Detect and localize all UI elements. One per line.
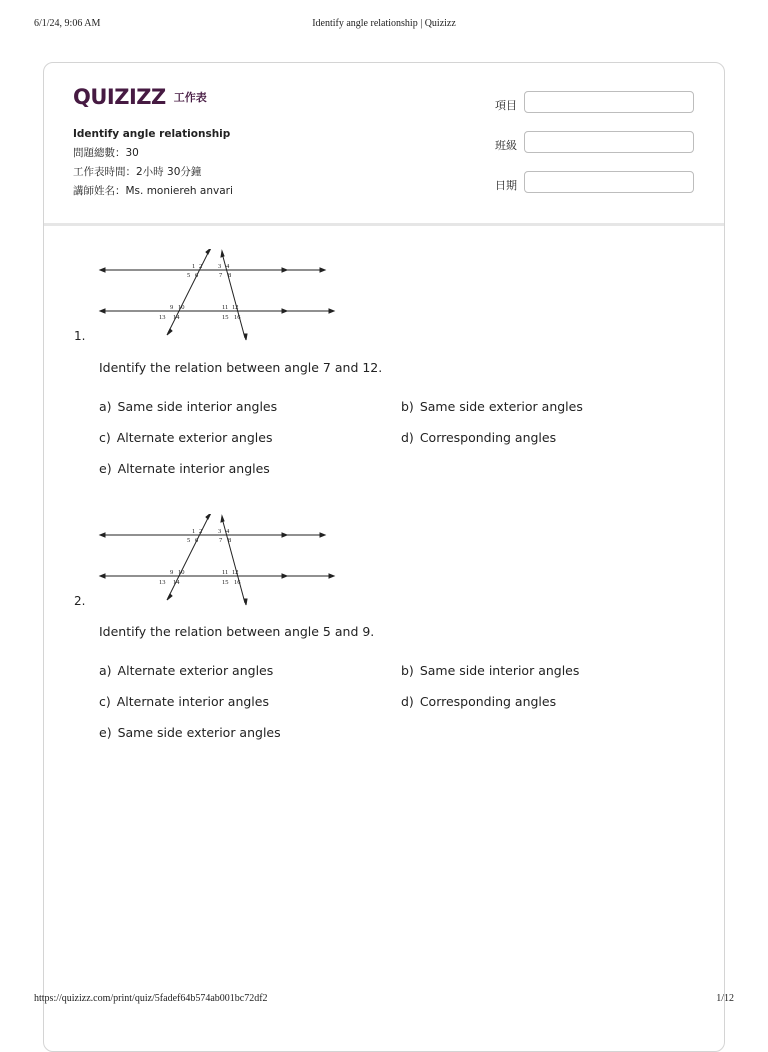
worksheet-title: Identify angle relationship — [73, 128, 231, 140]
angle-label-4: 4 — [226, 528, 230, 535]
option-d[interactable]: d) Corresponding angles — [401, 430, 557, 445]
option-e[interactable]: e) Alternate interior angles — [99, 461, 270, 476]
print-footer — [0, 993, 768, 1007]
angle-label-3: 3 — [218, 263, 222, 270]
option-b[interactable]: b) Same side interior angles — [401, 663, 580, 678]
print-url: https://quizizz.com/print/quiz/5fadef64b574ab001bc72df2 — [34, 993, 268, 1004]
logo-subtitle: 工作表 — [173, 91, 207, 104]
worksheet-time: 工作表時間：2小時 30分鐘 — [73, 166, 202, 178]
question-1 — [74, 249, 714, 509]
print-title: Identify angle relationship | Quizizz — [312, 18, 456, 29]
angle-label-6: 6 — [195, 537, 199, 544]
logo-wordmark: QUIZIZZ — [73, 85, 166, 109]
print-header — [0, 18, 768, 32]
question-text: Identify the relation between angle 5 and 9. — [99, 624, 375, 639]
option-d[interactable]: d) Corresponding angles — [401, 694, 557, 709]
field-label-item: 項目 — [495, 99, 517, 112]
angle-label-5: 5 — [187, 272, 191, 279]
date-input-box[interactable] — [524, 171, 694, 193]
angle-label-14: 14 — [173, 579, 180, 586]
angle-label-15: 15 — [222, 314, 229, 321]
angle-label-12: 12 — [232, 569, 239, 576]
angle-label-11: 11 — [222, 569, 229, 576]
worksheet-meta — [73, 125, 233, 201]
angle-label-9: 9 — [170, 569, 174, 576]
question-number: 2. — [74, 594, 86, 608]
option-e[interactable]: e) Same side exterior angles — [99, 725, 281, 740]
angle-label-8: 8 — [228, 272, 232, 279]
angle-label-5: 5 — [187, 537, 191, 544]
field-label-class: 班級 — [495, 139, 517, 152]
angle-label-7: 7 — [219, 537, 223, 544]
class-input-box[interactable] — [524, 131, 694, 153]
angle-label-3: 3 — [218, 528, 222, 535]
parallel-lines-diagram — [98, 249, 338, 341]
option-b[interactable]: b) Same side exterior angles — [401, 399, 583, 414]
page-number: 1/12 — [716, 993, 734, 1004]
question-count: 問題總數：30 — [73, 147, 139, 159]
angle-label-4: 4 — [226, 263, 230, 270]
angle-label-16: 16 — [234, 579, 241, 586]
angle-label-14: 14 — [173, 314, 180, 321]
angle-label-13: 13 — [159, 314, 166, 321]
angle-label-16: 16 — [234, 314, 241, 321]
angle-label-15: 15 — [222, 579, 229, 586]
parallel-lines-diagram — [98, 514, 338, 606]
option-a[interactable]: a) Same side interior angles — [99, 399, 278, 414]
angle-label-10: 10 — [178, 569, 185, 576]
option-a[interactable]: a) Alternate exterior angles — [99, 663, 274, 678]
question-number: 1. — [74, 329, 86, 343]
worksheet-header — [44, 63, 724, 226]
angle-label-11: 11 — [222, 304, 229, 311]
question-2 — [74, 514, 714, 774]
print-date: 6/1/24, 9:06 AM — [34, 18, 101, 29]
teacher-name: 講師姓名：Ms. moniereh anvari — [73, 185, 233, 197]
option-c[interactable]: c) Alternate exterior angles — [99, 430, 273, 445]
angle-label-2: 2 — [199, 263, 203, 270]
angle-label-12: 12 — [232, 304, 239, 311]
angle-label-2: 2 — [199, 528, 203, 535]
angle-label-6: 6 — [195, 272, 199, 279]
angle-label-1: 1 — [192, 528, 196, 535]
quizizz-logo — [73, 85, 207, 109]
option-c[interactable]: c) Alternate interior angles — [99, 694, 269, 709]
item-input-box[interactable] — [524, 91, 694, 113]
angle-label-10: 10 — [178, 304, 185, 311]
angle-label-9: 9 — [170, 304, 174, 311]
angle-label-13: 13 — [159, 579, 166, 586]
angle-label-8: 8 — [228, 537, 232, 544]
angle-label-7: 7 — [219, 272, 223, 279]
worksheet-card — [43, 62, 725, 1052]
angle-label-1: 1 — [192, 263, 196, 270]
question-text: Identify the relation between angle 7 and 12. — [99, 360, 383, 375]
field-label-date: 日期 — [495, 179, 517, 192]
